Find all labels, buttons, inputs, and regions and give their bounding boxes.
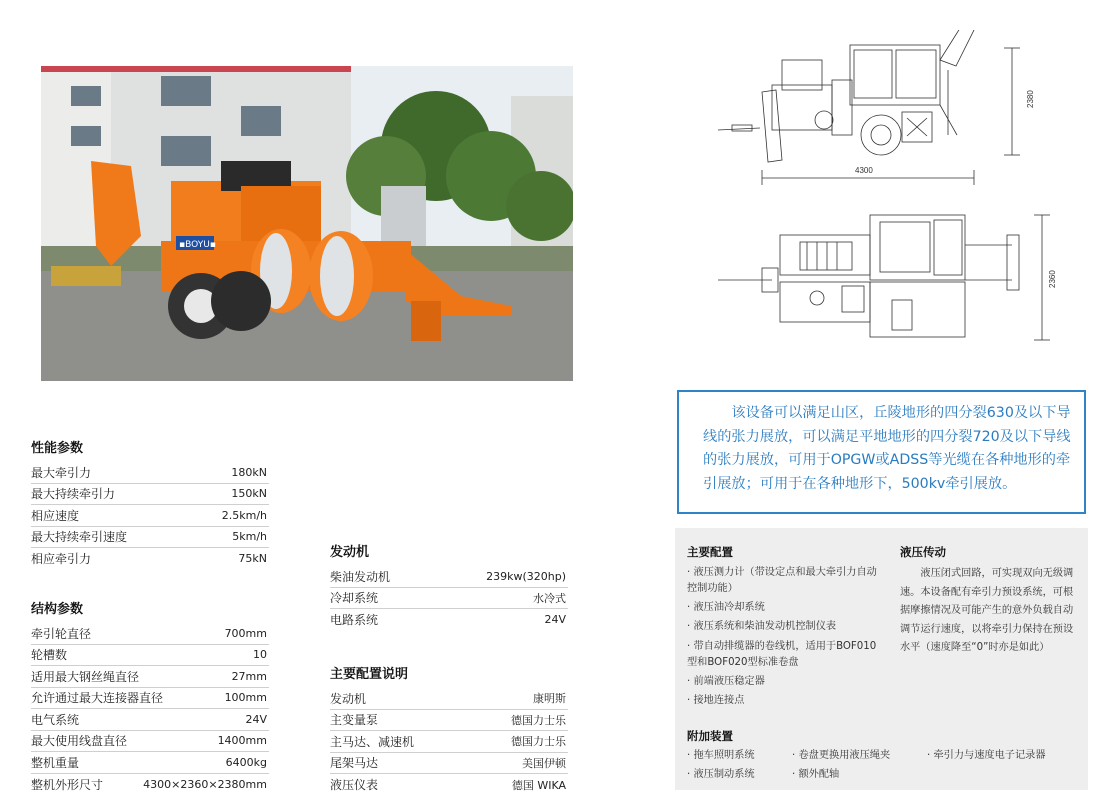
performance-rows	[31, 462, 269, 570]
row-value: 德国力士乐	[511, 713, 566, 727]
table-row	[31, 752, 269, 774]
row-value: 水冷式	[533, 591, 566, 605]
list-item: · 带自动排缆器的卷线机，适用于BOF010型和BOF020型标准卷盘	[687, 639, 877, 671]
structure-title: 结构参数	[31, 602, 84, 617]
extra-title: 附加装置	[687, 729, 733, 743]
row-label: 牵引轮直径	[31, 626, 92, 641]
table-row	[31, 462, 269, 484]
table-row	[31, 623, 269, 645]
row-value: 德国力士乐	[511, 735, 566, 749]
engine-table	[330, 541, 568, 631]
row-label: 最大持续牵引力	[31, 487, 116, 502]
row-label: 主马达、减速机	[330, 734, 415, 749]
list-item: · 拖车照明系统	[687, 748, 755, 764]
table-row	[330, 566, 568, 588]
dim-width-label: 2360	[1048, 270, 1057, 288]
dim-length-label: 4300	[855, 166, 873, 175]
row-label: 电气系统	[31, 712, 80, 727]
brand-logo: ▪BOYU▪	[179, 240, 216, 250]
row-value: 180kN	[231, 465, 267, 479]
list-item: · 液压测力计（带设定点和最大牵引力自动控制功能）	[687, 565, 877, 597]
engine-title: 发动机	[330, 545, 370, 560]
row-label: 相应速度	[31, 508, 80, 523]
row-value: 德国 WIKA	[511, 778, 566, 792]
list-item: · 液压油冷却系统	[687, 600, 877, 616]
table-row	[330, 588, 568, 610]
technical-drawing	[712, 30, 1057, 350]
list-item: · 卷盘更换用液压绳夹	[792, 748, 890, 764]
dim-height-label: 2380	[1026, 90, 1035, 108]
row-label: 尾架马达	[330, 756, 379, 771]
table-row	[31, 527, 269, 549]
row-value: 75kN	[238, 552, 267, 566]
list-item: · 液压系统和柴油发动机控制仪表	[687, 619, 877, 635]
performance-table	[31, 437, 269, 570]
row-label: 最大使用线盘直径	[31, 734, 128, 749]
row-label: 最大持续牵引速度	[31, 530, 128, 545]
main-config-title: 主要配置	[687, 545, 733, 559]
row-label: 允许通过最大连接器直径	[31, 691, 164, 706]
side-view-drawing	[718, 30, 1020, 185]
structure-table	[31, 598, 269, 795]
row-value: 100mm	[224, 691, 267, 705]
list-item: · 前端液压稳定器	[687, 674, 877, 690]
row-label: 相应牵引力	[31, 552, 92, 567]
table-row	[330, 753, 568, 775]
description-text: 该设备可以满足山区，丘陵地形的四分裂630及以下导线的张力展放，可以满足平地地形的四分裂720及以下导线的张力展放，可用于OPGW或ADSS等光缆在各种地形的牵引展放；可用于在各种地形下，500kv牵引展放。	[703, 405, 1071, 492]
row-label: 整机重量	[31, 755, 80, 770]
table-row	[31, 688, 269, 710]
table-row	[31, 709, 269, 731]
table-row	[31, 505, 269, 527]
description-box	[677, 390, 1086, 514]
list-item: · 额外配轴	[792, 767, 839, 783]
row-value: 美国伊顿	[522, 756, 566, 770]
row-value: 27mm	[231, 669, 267, 683]
table-row	[330, 710, 568, 732]
config-table	[330, 663, 568, 796]
list-item: · 接地连接点	[687, 693, 877, 709]
list-item: · 液压制动系统	[687, 767, 755, 783]
table-row	[31, 731, 269, 753]
row-label: 冷却系统	[330, 591, 379, 606]
row-value: 150kN	[231, 487, 267, 501]
features-panel	[675, 528, 1088, 790]
row-value: 4300×2360×2380mm	[143, 777, 267, 791]
row-value: 700mm	[224, 626, 267, 640]
table-row	[330, 688, 568, 710]
row-label: 电路系统	[330, 613, 379, 628]
top-view-drawing	[718, 215, 1050, 340]
table-row	[31, 548, 269, 570]
row-value: 2.5km/h	[221, 508, 267, 522]
hydraulic-title: 液压传动	[900, 545, 946, 559]
list-item: · 牵引力与速度电子记录器	[927, 748, 1046, 764]
table-row	[31, 484, 269, 506]
table-row	[330, 609, 568, 631]
row-value: 10	[253, 648, 267, 662]
row-label: 主变量泵	[330, 713, 379, 728]
row-label: 适用最大钢丝绳直径	[31, 669, 140, 684]
config-title: 主要配置说明	[330, 667, 409, 682]
product-photo	[41, 66, 573, 381]
row-value: 239kw(320hp)	[486, 569, 566, 583]
row-value: 1400mm	[217, 734, 267, 748]
row-label: 轮槽数	[31, 648, 68, 663]
row-value: 康明斯	[533, 692, 566, 706]
row-label: 整机外形尺寸	[31, 777, 104, 792]
performance-title: 性能参数	[31, 441, 84, 456]
table-row	[330, 731, 568, 753]
row-label: 柴油发动机	[330, 569, 391, 584]
table-row	[330, 774, 568, 796]
table-row	[31, 645, 269, 667]
hydraulic-text: 液压闭式回路，可实现双向无级调速。本设备配有牵引力预设系统，可根据摩擦情况及可能产生的意外负载自动调节运行速度，以将牵引力保持在预设水平（速度降至“0”时亦是如此）	[900, 568, 1074, 653]
row-value: 24V	[544, 613, 566, 627]
table-row	[31, 774, 269, 796]
row-label: 发动机	[330, 691, 367, 706]
table-row	[31, 666, 269, 688]
row-value: 24V	[245, 712, 267, 726]
row-label: 液压仪表	[330, 778, 379, 793]
row-value: 5km/h	[232, 530, 267, 544]
row-label: 最大牵引力	[31, 465, 92, 480]
row-value: 6400kg	[225, 755, 267, 769]
